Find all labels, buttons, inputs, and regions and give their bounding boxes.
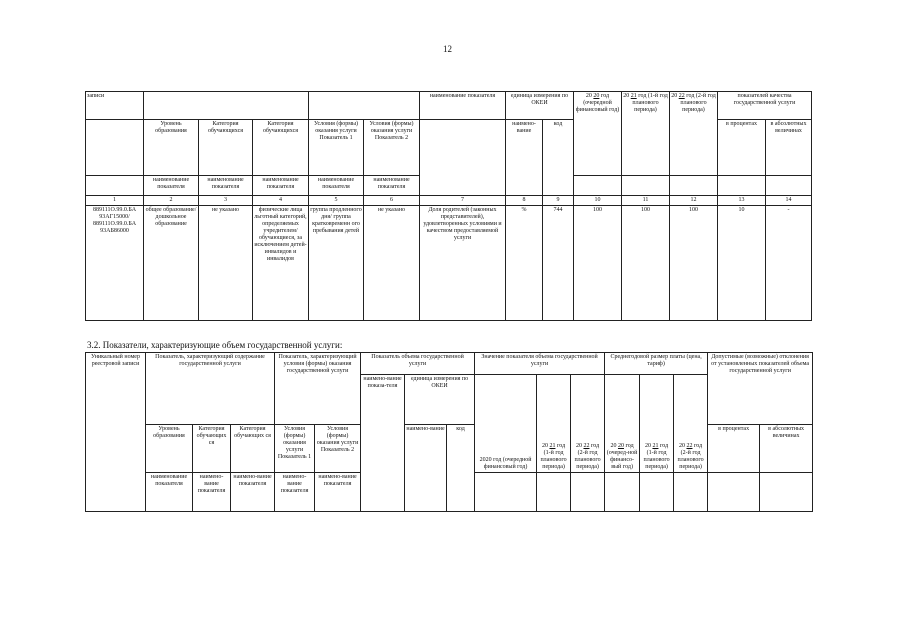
col-number: 11	[622, 196, 670, 206]
quality-header: показателей качества государственной услуги	[718, 92, 812, 120]
price-2020-header: 20 20 год (очеред-ной финансо-вый год)	[605, 375, 640, 473]
indicator-name-cell: наимено-вание показателя	[231, 473, 275, 512]
condition2-cell: не указано	[364, 206, 420, 321]
volume-header: Показатель объема государственной услуги	[361, 353, 475, 375]
col-number: 12	[670, 196, 718, 206]
price-2021-header: 20 21 год (1-й год планового периода)	[640, 375, 674, 473]
condition1-cell: группа продленного дня/ группа кратковременн ого пребывания детей	[309, 206, 364, 321]
condition2-header: Условия (формы) оказания услуги Показатель 2	[315, 425, 361, 473]
col-number: 2	[144, 196, 199, 206]
indicator-name-cell: наимено-вание показателя	[315, 473, 361, 512]
indicator-name-cell: наименование показателя	[146, 473, 193, 512]
abs-header: в абсолютных величинах	[760, 425, 813, 473]
category2-cell: физические лица льготный категорий, определяемых учредителем/ обучающиеся, за исключением детей-инвалидов и инвалидов	[253, 206, 309, 321]
year-2021-header: 20 21 год (1-й год планового периода)	[622, 92, 670, 176]
indicator-cell: Доля родителей (законных представителей), удовлетворенных условиями и качеством предоставляемой услуги	[420, 206, 506, 321]
condition1-header: Условия (формы) оказания услуги Показатель 1	[275, 425, 315, 473]
level-header: Уровень образования	[144, 120, 199, 176]
condition2-header: Условия (формы) оказания услуги Показатель 2	[364, 120, 420, 176]
unit-name-header: наимено-вание	[506, 120, 543, 196]
col-number: 14	[766, 196, 812, 206]
level-cell: общее образование/ дошкольное образование	[144, 206, 199, 321]
volume-unit-header: единица измерения по ОКЕИ	[405, 375, 475, 425]
col-number: 7	[420, 196, 506, 206]
conditions-indicator-header: Показатель, характеризующий условия (формы) оказания государственной услуги	[275, 353, 361, 425]
col-number: 6	[364, 196, 420, 206]
code-cell: 744	[543, 206, 574, 321]
year-2022-header: 20 22 год (2-й год планового периода)	[571, 375, 605, 473]
volume-values-header: Значение показателя объема государственной услуги	[475, 353, 605, 375]
unit-cell: %	[506, 206, 543, 321]
indicator-name-header: наименование показателя	[420, 92, 506, 120]
year-2020-header: 2020 год (очередной финансовый год)	[475, 375, 537, 473]
volume-name-header: наимено-вание показа-теля	[361, 375, 405, 512]
col-number: 9	[543, 196, 574, 206]
price-2022-header: 20 22 год (2-й год планового периода)	[674, 375, 708, 473]
unit-header: единица измерения по ОКЕИ	[506, 92, 574, 120]
col-number: 5	[309, 196, 364, 206]
col-number: 13	[718, 196, 766, 206]
percent-header: в процентах	[708, 425, 760, 473]
col-number: 10	[574, 196, 622, 206]
col-number: 1	[86, 196, 144, 206]
value-2022-cell: 100	[670, 206, 718, 321]
condition1-header: Условия (формы) оказания услуги Показатель 1	[309, 120, 364, 176]
indicator-name-cell: наименование показателя	[144, 176, 199, 196]
value-2021-cell: 100	[622, 206, 670, 321]
record-code-cell: 889111О.99.0.БА 93АГ15000/ 889111О.99.0.БА 93АБ86000	[86, 206, 144, 321]
indicator-name-cell: наименование показателя	[364, 176, 420, 196]
category1-header: Категория обучающихся	[199, 120, 253, 176]
deviation-header: Допустимые (возможные) отклонения от установленных показателей объема государственной услуги	[708, 353, 813, 425]
section-title: 3.2. Показатели, характеризующие объем государственной услуги:	[87, 340, 343, 350]
category1-header: Категория обучающих ся	[193, 425, 231, 473]
avg-price-header: Среднегодовой размер платы (цена, тариф)	[605, 353, 708, 375]
record-header: записи	[86, 92, 144, 120]
indicator-name-cell: наимено-вание показателя	[275, 473, 315, 512]
category1-cell: не указано	[199, 206, 253, 321]
volume-indicators-table	[85, 352, 813, 512]
year-2022-header: 20 22 год (2-й год планового периода)	[670, 92, 718, 176]
percent-cell: 10	[718, 206, 766, 321]
value-2020-cell: 100	[574, 206, 622, 321]
indicator-name-cell: наимено-вание показателя	[193, 473, 231, 512]
level-header: Уровень образования	[146, 425, 193, 473]
quality-indicators-table	[85, 91, 812, 321]
abs-cell: -	[766, 206, 812, 321]
year-2021-header: 20 21 год (1-й год планового периода)	[537, 375, 571, 473]
indicator-name-cell: наименование показателя	[199, 176, 253, 196]
page-number: 12	[443, 44, 452, 54]
col-number: 3	[199, 196, 253, 206]
category2-header: Категория обучающихся	[253, 120, 309, 176]
year-2020-header: 20 20 год (очередной финансовый год)	[574, 92, 622, 176]
content-indicator-header: Показатель, характеризующий содержание государственной услуги	[146, 353, 275, 425]
code-header: код	[543, 120, 574, 196]
category2-header: Категория обучающих ся	[231, 425, 275, 473]
indicator-name-cell: наименование показателя	[309, 176, 364, 196]
percent-header: в процентах	[718, 120, 766, 176]
col-number: 8	[506, 196, 543, 206]
code-header: код	[447, 425, 475, 512]
unique-number-header: Уникальный номер реестровой записи	[86, 353, 146, 512]
col-number: 4	[253, 196, 309, 206]
unit-name-header: наимено-вание	[405, 425, 447, 512]
indicator-name-cell: наименование показателя	[253, 176, 309, 196]
abs-header: в абсолютных величинах	[766, 120, 812, 176]
